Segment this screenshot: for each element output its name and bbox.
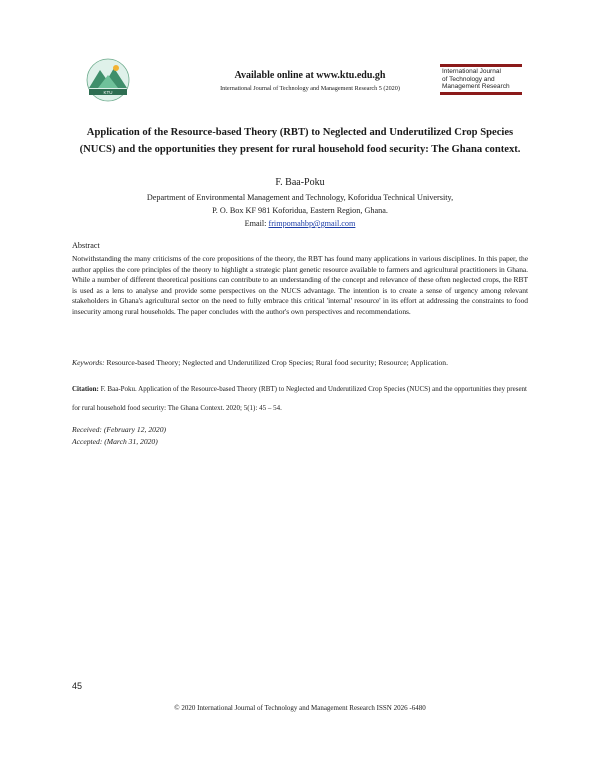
citation-label: Citation: <box>72 385 99 393</box>
affiliation-line-1: Department of Environmental Management and Technology, Koforidua Technical University, <box>146 193 454 202</box>
citation-text: F. Baa-Poku. Application of the Resource-based Theory (RBT) to Neglected and Underutilized Crop Species (NUCS) and the opportunities they present for rural household food security: The Ghana Context. 2020; 5(1): 45 – 54. <box>72 385 527 412</box>
author-name: F. Baa-Poku <box>275 177 325 188</box>
paper-title: Application of the Resource-based Theory (RBT) to Neglected and Underutilized Crop Species (NUCS) and the opportunities they present for rural household food security: The Ghana context. <box>79 127 521 155</box>
keywords <box>72 358 532 367</box>
received-date: Received: (February 12, 2020) <box>72 425 167 434</box>
email-line <box>90 219 510 228</box>
university-logo <box>80 56 136 104</box>
brand-line-2: of Technology and <box>442 75 495 83</box>
brand-text <box>440 67 522 92</box>
brand-bottom-bar <box>440 92 522 95</box>
copyright-footer: © 2020 International Journal of Technology and Management Research ISSN 2026 -6480 <box>174 704 426 712</box>
journal-brand <box>440 64 522 95</box>
email-label: Email: <box>244 219 269 228</box>
brand-line-3: Management Research <box>442 83 510 90</box>
brand-line-1: International Journal <box>442 68 501 75</box>
logo-text: KTU <box>103 90 113 95</box>
keywords-label: Keywords: <box>72 358 105 367</box>
abstract-text: Notwithstanding the many criticisms of the core propositions of the theory, the RBT has found many applications in various disciplines. In this paper, the author applies the core principles of the theory to highlight a strategic plant genetic resource available to farmers and agricultural practitioners in Ghana. While a number of different theoretical positions can contribute to an understanding of the concept and relevance of these often neglected crops, the RBT is used as a lens to analyse and provide some perspectives on the NUCS advantage. The intention is to create a sense of urgency among relevant stakeholders in Ghana's agricultural sector on the need to fully embrace this critical 'internal' resource' in its effort at addressing the constraints to food insecurity among rural households. The paper concludes with the author's own perspectives and recommendations. <box>72 254 528 316</box>
keywords-text: Resource-based Theory; Neglected and Underutilized Crop Species; Rural food security; Resource; Application. <box>104 358 449 367</box>
email-link[interactable]: frimpomahbp@gmail.com <box>268 219 356 228</box>
accepted-date: Accepted: (March 31, 2020) <box>72 437 158 446</box>
affiliation-line-2: P. O. Box KF 981 Koforidua, Eastern Region, Ghana. <box>212 206 388 215</box>
page-number: 45 <box>72 681 83 691</box>
abstract-heading: Abstract <box>72 241 100 250</box>
citation <box>72 380 528 418</box>
available-online-line: Available online at www.ktu.edu.gh <box>234 70 386 81</box>
journal-volume-line: International Journal of Technology and Management Research 5 (2020) <box>220 85 400 92</box>
